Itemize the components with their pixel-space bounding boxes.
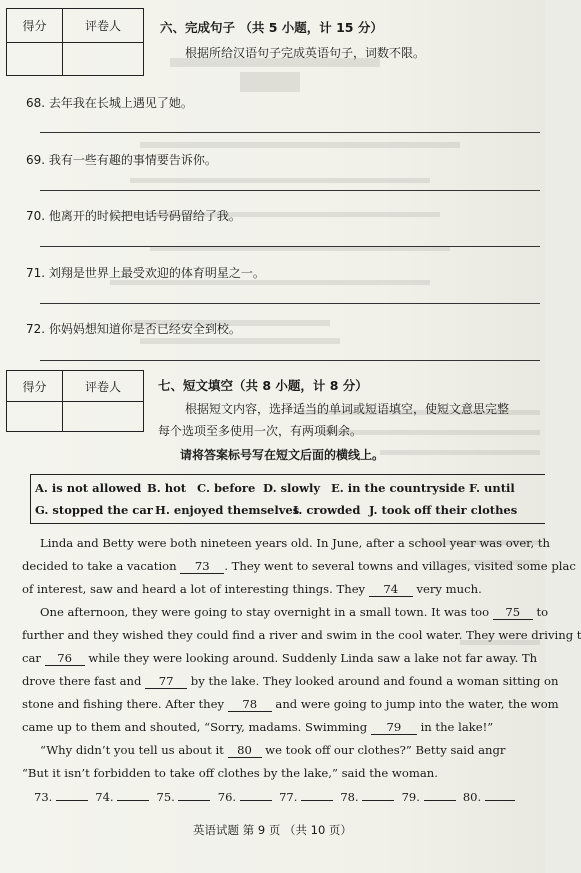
- blank-77: 77: [145, 674, 187, 689]
- option-a: A. is not allowed: [35, 481, 142, 495]
- section7-instruction-2: 每个选项至多使用一次，有两项剩余。: [158, 424, 363, 438]
- answer-line-70[interactable]: [40, 246, 540, 247]
- question-71: 71. 刘翔是世界上最受欢迎的体育明星之一。: [26, 266, 265, 280]
- blank-78: 78: [228, 697, 272, 712]
- answer-blank-79[interactable]: [424, 800, 456, 801]
- option-b: B. hot: [147, 481, 187, 495]
- option-f: F. until: [469, 481, 515, 495]
- option-d: D. slowly: [263, 481, 321, 495]
- blank-80: 80: [228, 743, 262, 758]
- passage-line: decided to take a vacation 73 . They went to several towns and villages, visited some plac: [22, 559, 576, 573]
- blank-74: 74: [369, 582, 413, 597]
- blank-73: 73: [180, 559, 224, 574]
- score-label: 得分: [7, 9, 63, 43]
- question-70: 70. 他离开的时候把电话号码留给了我。: [26, 209, 241, 223]
- section7-title: 七、短文填空（共 8 小题，计 8 分）: [158, 378, 368, 393]
- answer-blank-73[interactable]: [56, 800, 88, 801]
- section7-instruction-3: 请将答案标号写在短文后面的横线上。: [180, 448, 385, 462]
- passage-line: drove there fast and 77 by the lake. They looked around and found a woman sitting on: [22, 674, 559, 688]
- question-68: 68. 去年我在长城上遇见了她。: [26, 96, 193, 110]
- blank-79: 79: [371, 720, 417, 735]
- option-e: E. in the countryside: [331, 481, 466, 495]
- answer-blanks-row: 73. 74. 75. 76. 77. 78. 79. 80.: [34, 790, 515, 804]
- answer-line-68[interactable]: [40, 132, 540, 133]
- grader-label: 评卷人: [63, 9, 144, 43]
- score-label: 得分: [7, 371, 63, 402]
- passage-line: One afternoon, they were going to stay overnight in a small town. It was too 75 to: [40, 605, 549, 619]
- answer-blank-77[interactable]: [301, 800, 333, 801]
- passage-line: further and they wished they could find a river and swim in the cool water. They were driving t: [22, 628, 581, 642]
- passage-line: came up to them and shouted, “Sorry, madams. Swimming 79 in the lake!”: [22, 720, 494, 734]
- grader-cell: [63, 402, 144, 432]
- option-g: G. stopped the car: [35, 503, 153, 517]
- answer-blank-80[interactable]: [485, 800, 515, 801]
- question-69: 69. 我有一些有趣的事情要告诉你。: [26, 153, 217, 167]
- section6-instruction: 根据所给汉语句子完成英语句子，词数不限。: [185, 46, 426, 60]
- score-cell: [7, 43, 63, 76]
- answer-blank-76[interactable]: [240, 800, 272, 801]
- answer-blank-75[interactable]: [178, 800, 210, 801]
- blank-75: 75: [493, 605, 533, 620]
- passage-line: Linda and Betty were both nineteen years old. In June, after a school year was over, th: [40, 536, 550, 550]
- passage-line: stone and fishing there. After they 78 and were going to jump into the water, the wom: [22, 697, 559, 711]
- blank-76: 76: [45, 651, 85, 666]
- answer-line-69[interactable]: [40, 190, 540, 191]
- score-box-section7: [6, 370, 144, 432]
- word-bank: [30, 474, 545, 524]
- option-j: J. took off their clothes: [369, 503, 518, 517]
- question-72: 72. 你妈妈想知道你是否已经安全到校。: [26, 322, 241, 336]
- page-footer: 英语试题 第 9 页 （共 10 页）: [193, 823, 352, 837]
- answer-blank-78[interactable]: [362, 800, 394, 801]
- passage-line: “But it isn’t forbidden to take off clothes by the lake,” said the woman.: [22, 766, 438, 780]
- option-c: C. before: [197, 481, 256, 495]
- passage-line: “Why didn’t you tell us about it 80 we took off our clothes?” Betty said angr: [40, 743, 506, 757]
- answer-line-71[interactable]: [40, 303, 540, 304]
- passage-line: car 76 while they were looking around. Suddenly Linda saw a lake not far away. Th: [22, 651, 538, 665]
- answer-blank-74[interactable]: [117, 800, 149, 801]
- option-i: I. crowded: [293, 503, 361, 517]
- section6-title: 六、完成句子 （共 5 小题，计 15 分）: [160, 20, 383, 35]
- score-box-section6: [6, 8, 144, 76]
- section7-instruction-1: 根据短文内容，选择适当的单词或短语填空，使短文意思完整: [185, 402, 510, 416]
- passage-line: of interest, saw and heard a lot of interesting things. They 74 very much.: [22, 582, 482, 596]
- answer-line-72[interactable]: [40, 360, 540, 361]
- score-cell: [7, 402, 63, 432]
- grader-cell: [63, 43, 144, 76]
- grader-label: 评卷人: [63, 371, 144, 402]
- option-h: H. enjoyed themselves: [155, 503, 300, 517]
